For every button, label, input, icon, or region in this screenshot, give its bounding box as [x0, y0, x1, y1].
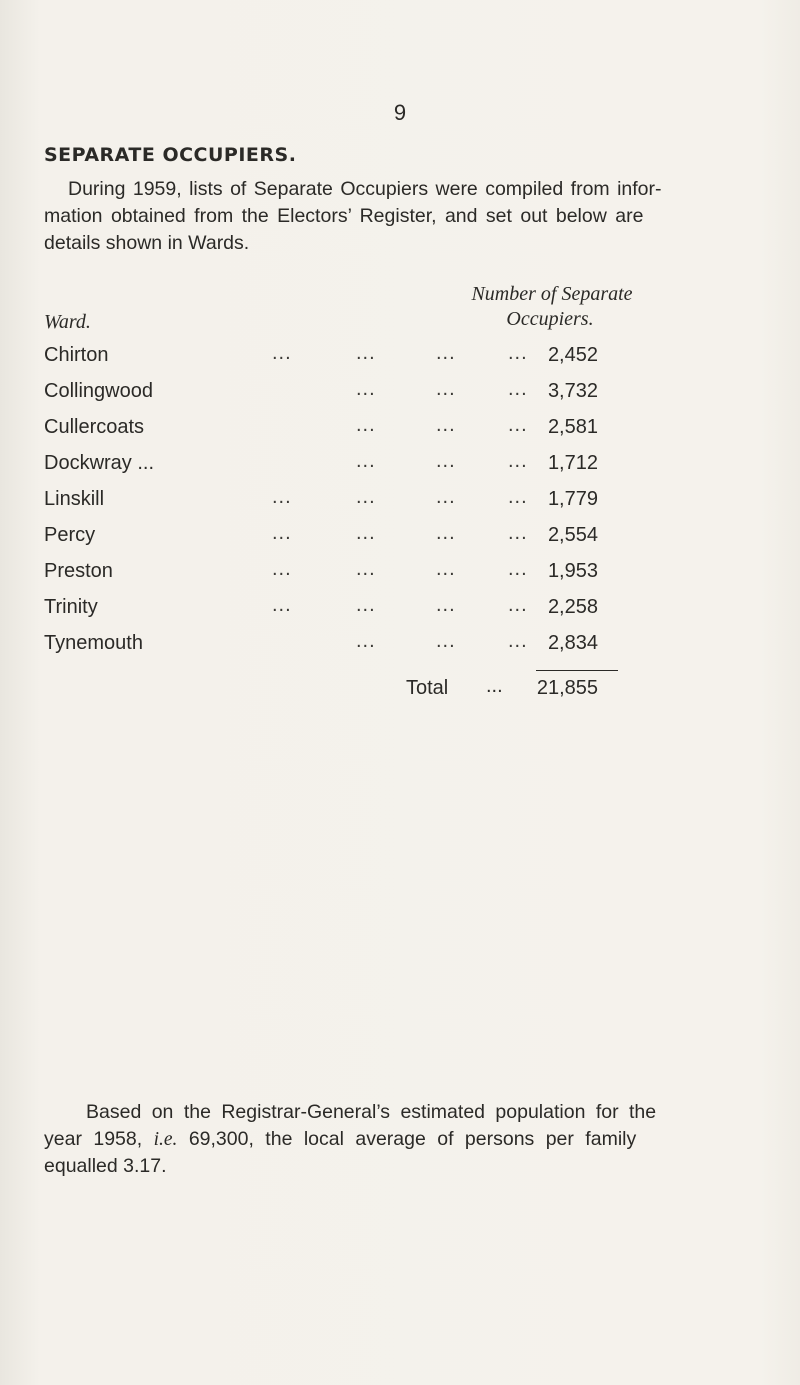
table-row: Trinity ... ... ... ... 2,258: [44, 594, 598, 618]
ward-table: [44, 344, 704, 668]
occupier-count: 2,452: [547, 344, 598, 366]
section-heading: SEPARATE OCCUPIERS.: [44, 144, 297, 166]
ward-name: Tynemouth: [44, 632, 143, 654]
occupier-count: 1,712: [547, 452, 598, 474]
ward-name: Chirton: [44, 344, 109, 366]
occupier-count: 2,834: [547, 632, 598, 654]
number-column-heading-line-1: Number of Separate: [471, 283, 633, 305]
ward-name: Collingwood: [44, 380, 153, 402]
table-row: Collingwood ... ... ... 3,732: [44, 378, 598, 402]
total-value: 21,855: [536, 677, 598, 699]
intro-line-2: mation obtained from the Electors’ Register, and set out below are: [44, 205, 644, 227]
table-row: Tynemouth ... ... ... 2,834: [44, 630, 598, 654]
closing-paragraph: [44, 1099, 760, 1180]
total-label: Total: [406, 677, 449, 699]
occupier-count: 2,581: [547, 416, 598, 438]
leader-dots: ...: [486, 675, 503, 697]
table-row: Cullercoats ... ... ... 2,581: [44, 414, 598, 438]
table-row: Chirton ... ... ... ... 2,452: [44, 342, 598, 366]
closing-line-1: Based on the Registrar-General’s estimated population for the: [86, 1101, 657, 1123]
occupier-count: 2,258: [547, 596, 598, 618]
table-row: Dockwray ... ... ... ... 1,712: [44, 450, 598, 474]
closing-line-2-end: 69,300, the local average of persons per family: [177, 1128, 637, 1150]
table-row: Preston ... ... ... ... 1,953: [44, 558, 598, 582]
occupier-count: 1,779: [547, 488, 598, 510]
ward-name: Linskill: [44, 488, 105, 510]
ward-name: Preston: [44, 560, 113, 582]
closing-line-2-start: year 1958,: [44, 1128, 154, 1150]
closing-ie: i.e.: [153, 1129, 178, 1150]
intro-line-1: During 1959, lists of Separate Occupiers were compiled from infor-: [68, 178, 662, 200]
number-column-heading-line-2: Occupiers.: [506, 308, 594, 330]
ward-name: Percy: [44, 524, 96, 546]
page-number: 9: [393, 100, 407, 125]
closing-line-2: [44, 1126, 760, 1153]
total-rule: [536, 670, 618, 671]
table-row: Percy ... ... ... ... 2,554: [44, 522, 598, 546]
occupier-count: 3,732: [547, 380, 598, 402]
intro-paragraph: [44, 176, 760, 257]
intro-line-3: details shown in Wards.: [44, 232, 250, 254]
occupier-count: 1,953: [547, 560, 598, 582]
occupier-count: 2,554: [547, 524, 598, 546]
ward-column-heading: Ward.: [44, 311, 91, 333]
ward-name: Dockwray ...: [44, 452, 155, 474]
table-row: Linskill ... ... ... ... 1,779: [44, 486, 598, 510]
ward-name: Trinity: [44, 596, 98, 618]
closing-line-3: equalled 3.17.: [44, 1155, 167, 1177]
ward-name: Cullercoats: [44, 416, 145, 438]
total-row: [44, 677, 704, 713]
